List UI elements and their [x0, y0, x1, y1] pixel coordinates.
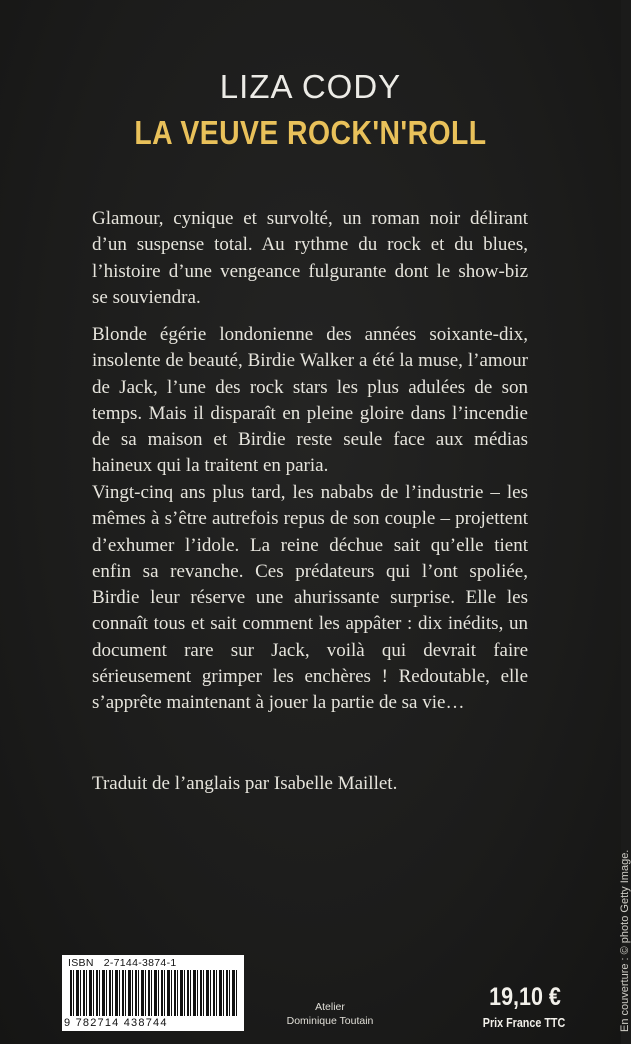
barcode-bars — [70, 970, 238, 1016]
isbn-label: ISBN — [68, 957, 94, 969]
barcode-block — [62, 955, 244, 1031]
translator-credit: Traduit de l’anglais par Isabelle Maillet. — [92, 773, 398, 794]
publisher-line-1: Atelier — [315, 1001, 345, 1013]
blurb-paragraph-1: Glamour, cynique et survolté, un roman noir délirant d’un suspense total. Au rythme du rock et du blues, l’histoire d’une vengeance fulgurante dont le show-biz se souviendra. — [92, 208, 528, 308]
ean-number: 9 782714 438744 — [64, 1017, 168, 1029]
blurb-paragraph-2: Blonde égérie londonienne des années soixante-dix, insolente de beauté, Birdie Walker a été la muse, l’amour de Jack, l’une des rock stars les plus adulées de son temps. Mais il disparaît en pleine gloire dans l’incendie de sa maison et Birdie reste seule face aux médias haineux qui la traitent en paria. — [92, 324, 528, 477]
cover-photo-credit: En couverture : © photo Getty Image. — [619, 849, 631, 1032]
price-amount: 19,10 € — [489, 983, 561, 1011]
author-name: LIZA CODY — [219, 68, 402, 105]
price-label: Prix France TTC — [482, 1016, 566, 1030]
isbn-line — [68, 957, 177, 969]
isbn-number: 2-7144-3874-1 — [103, 957, 177, 969]
publisher-line-2: Dominique Toutain — [286, 1015, 374, 1027]
publisher-imprint — [265, 1000, 395, 1028]
book-title: LA VEUVE ROCK'N'ROLL — [134, 114, 487, 151]
blurb-paragraph-3: Vingt-cinq ans plus tard, les nababs de l’industrie – les mêmes à s’être autrefois repus de son couple – projettent d’exhumer l’idole. La reine déchue sait qu’elle tient enfin sa revanche. Ces prédateurs qui l’ont spoliée, Birdie leur réserve une ahurissante surprise. Elle les connaît tous et sait comment les appâter : dix inédits, un document rare sur Jack, voilà qui devrait faire sérieusement grimper les enchères ! Redoutable, elle s’apprête maintenant à jouer la partie de sa vie… — [92, 482, 528, 714]
